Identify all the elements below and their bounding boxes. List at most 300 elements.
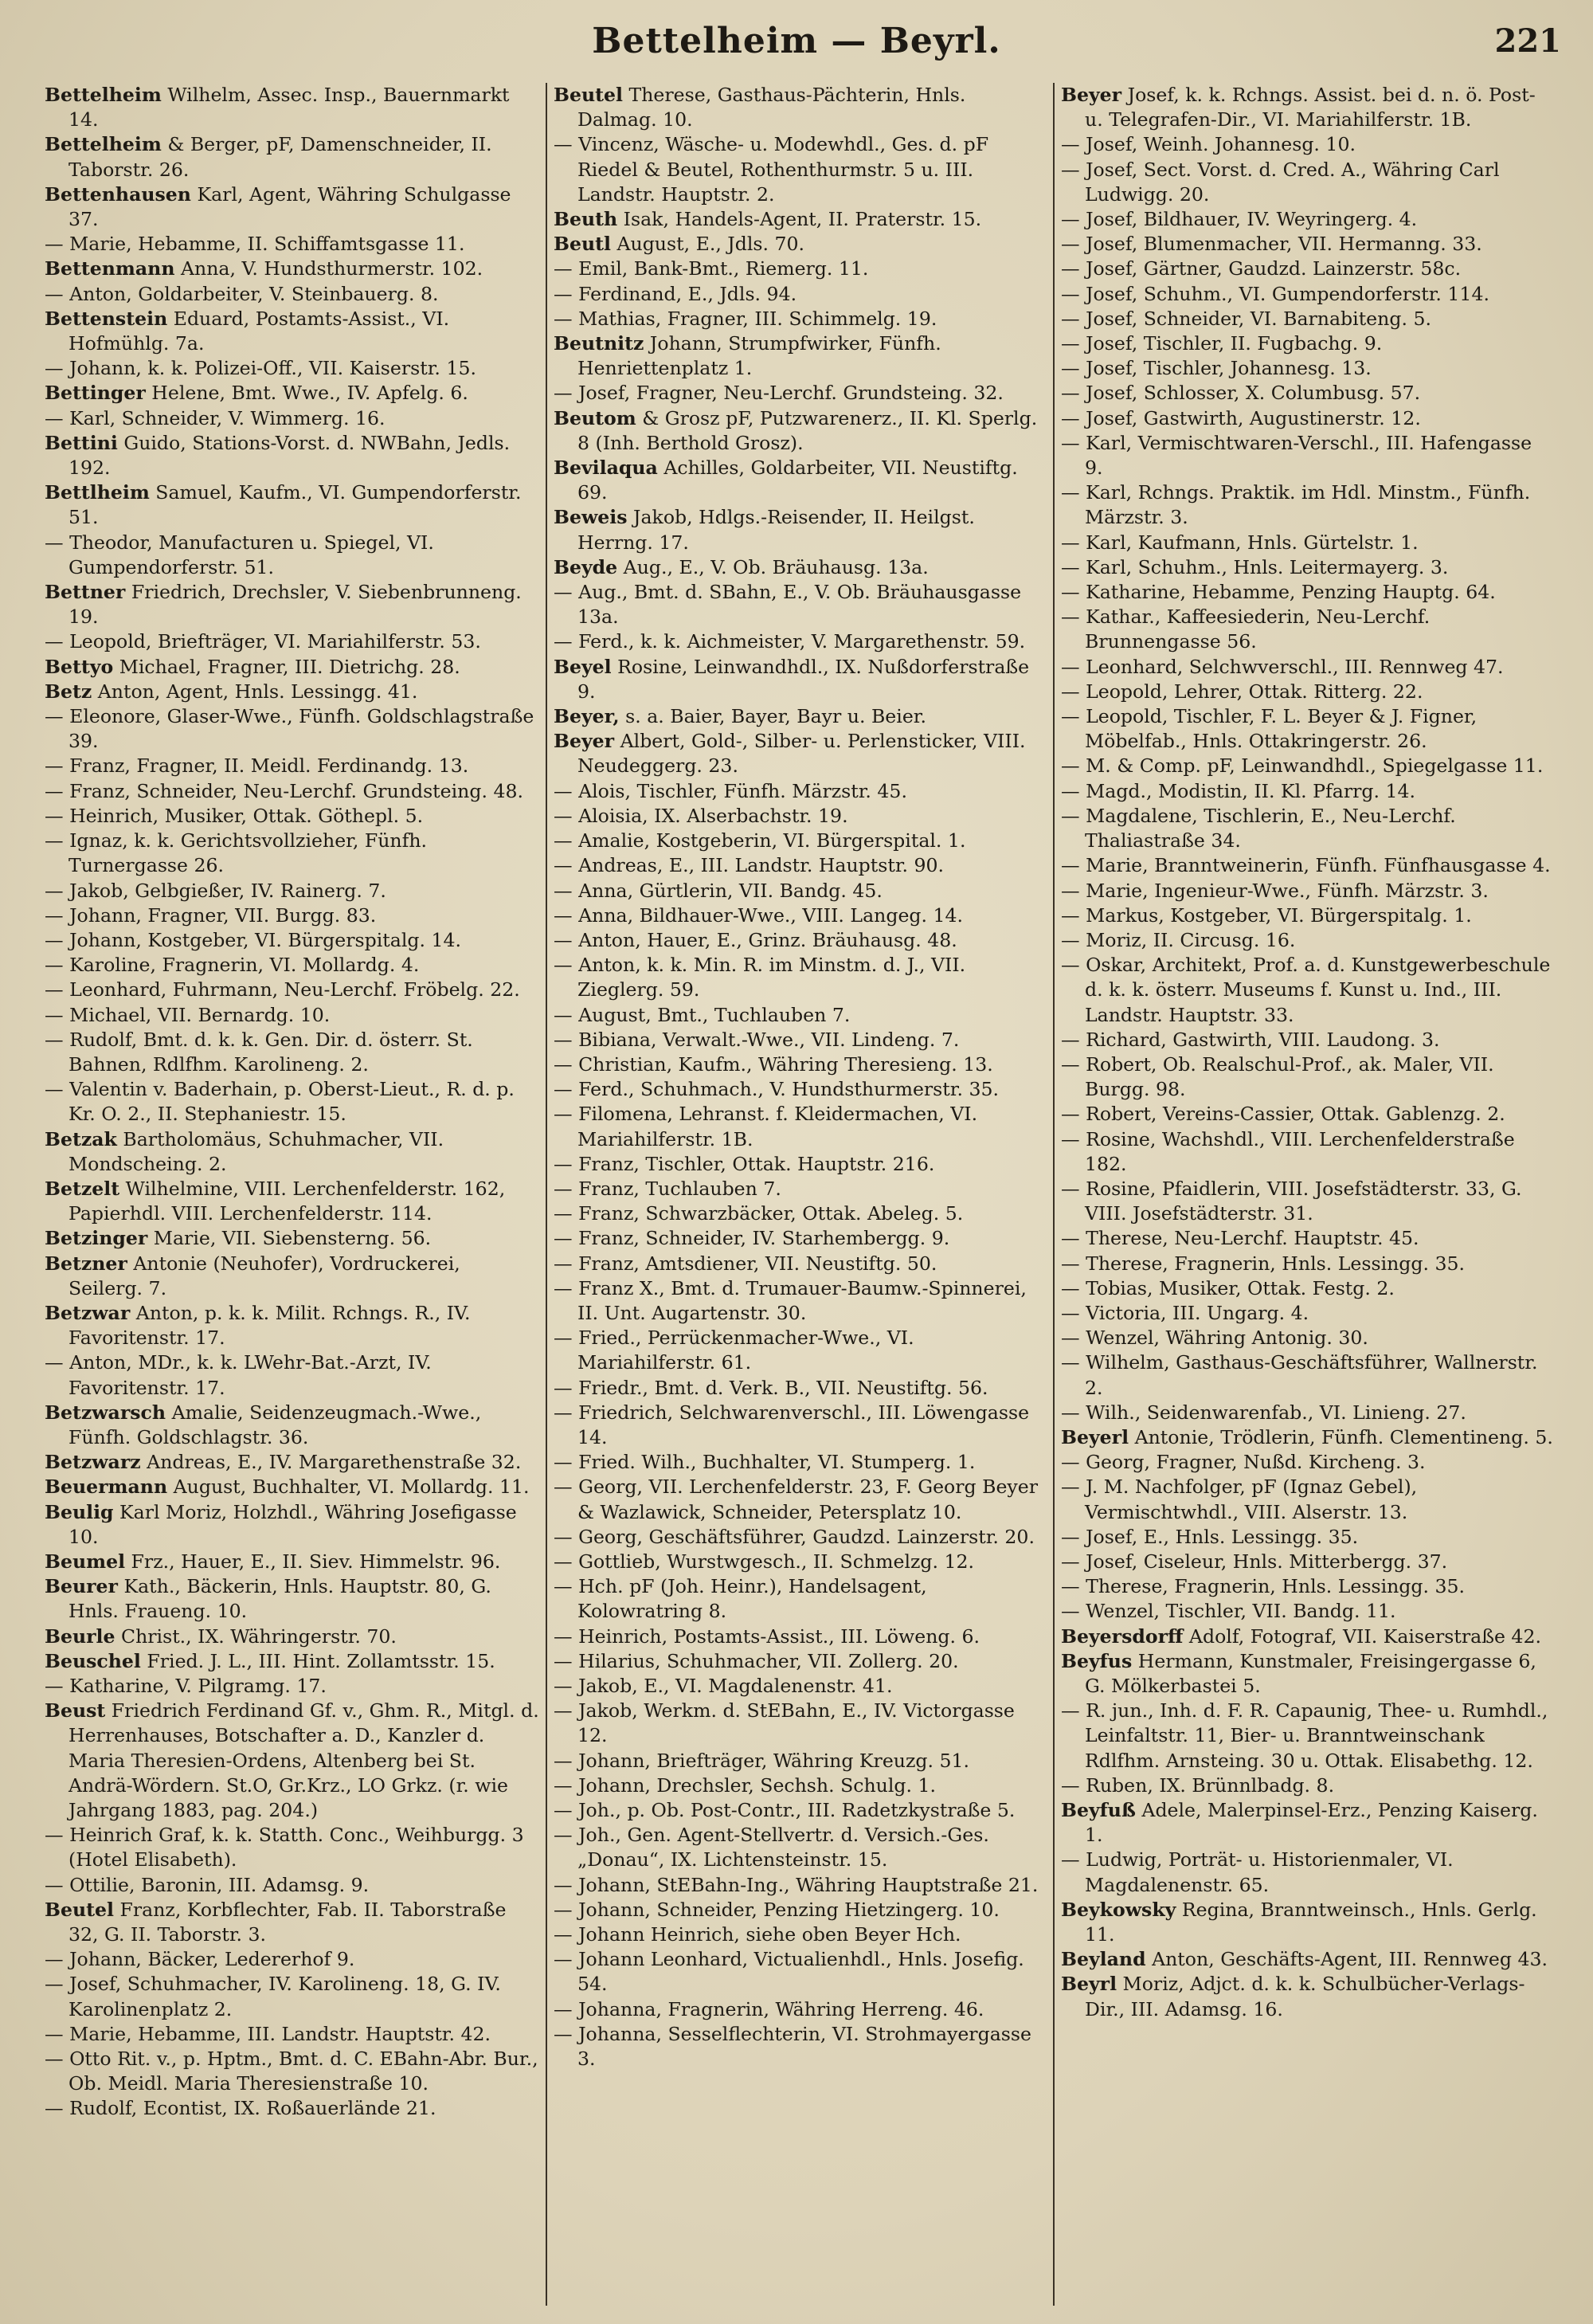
entry-details: — Johann, Schneider, Penzing Hietzingerg. 10. xyxy=(554,1898,1000,1921)
directory-entry xyxy=(554,1152,1047,1177)
entry-details: — Franz, Tuchlauben 7. xyxy=(554,1177,781,1200)
entry-details: Guido, Stations-Vorst. d. NWBahn, Jedls. 192. xyxy=(68,431,511,480)
entry-details: — Franz X., Bmt. d. Trumauer-Baumw.-Spinnerei, II. Unt. Augartenstr. 30. xyxy=(554,1276,1027,1324)
entry-details: Albert, Gold-, Silber- u. Perlensticker, VIII. Neudeggerg. 23. xyxy=(577,730,1026,778)
directory-entry xyxy=(45,829,539,878)
directory-entry xyxy=(554,1003,1047,1028)
directory-entry xyxy=(554,1873,1047,1898)
entry-details: — Christian, Kaufm., Währing Theresieng. 13. xyxy=(554,1052,993,1076)
entry-details: — Leopold, Lehrer, Ottak. Ritterg. 22. xyxy=(1061,680,1423,703)
entry-details: — Karl, Rchngs. Praktik. im Hdl. Minstm., Fünfh. Märzstr. 3. xyxy=(1061,481,1531,529)
entry-details: — Josef, Tischler, Johannesg. 13. xyxy=(1061,357,1372,380)
directory-entry xyxy=(554,655,1047,704)
directory-entry xyxy=(1061,1574,1554,1599)
directory-entry xyxy=(554,1823,1047,1872)
entry-details: August, E., Jdls. 70. xyxy=(610,233,805,256)
directory-entry xyxy=(45,431,539,480)
entry-surname: Bettenhausen xyxy=(45,182,191,206)
directory-entry xyxy=(45,257,539,281)
directory-entry xyxy=(1061,555,1554,580)
entry-details: — Rudolf, Econtist, IX. Roßauerlände 21. xyxy=(45,2097,436,2120)
directory-entry xyxy=(554,928,1047,953)
entry-details: Frz., Hauer, E., II. Siev. Himmelstr. 96. xyxy=(125,1550,501,1573)
entry-surname: Beyerl xyxy=(1061,1425,1129,1448)
directory-entry xyxy=(1061,381,1554,406)
entry-surname: Beyland xyxy=(1061,1948,1146,1971)
directory-entry xyxy=(1061,1525,1554,1550)
entry-details: Jakob, Hdlgs.-Reisender, II. Heilgst. Herrng. 17. xyxy=(577,506,975,554)
entry-surname: Beyfuß xyxy=(1061,1799,1136,1822)
directory-entry xyxy=(45,1972,539,2021)
directory-entry xyxy=(554,1798,1047,1823)
directory-entry xyxy=(1061,1276,1554,1301)
directory-entry xyxy=(554,1326,1047,1375)
directory-entry xyxy=(45,356,539,381)
directory-entry xyxy=(1061,680,1554,704)
entry-surname: Beulig xyxy=(45,1500,114,1523)
directory-entry xyxy=(554,1947,1047,1997)
entry-details: Therese, Gasthaus-Pächterin, Hnls. Dalmag. 10. xyxy=(577,84,966,131)
entry-details: — Friedr., Bmt. d. Verk. B., VII. Neustiftg. 56. xyxy=(554,1376,988,1399)
entry-details: & Berger, pF, Damenschneider, II. Taborstr. 26. xyxy=(68,133,492,181)
directory-entry xyxy=(1061,1898,1554,1947)
entry-details: — Johann, Fragner, VII. Burgg. 83. xyxy=(45,903,377,927)
directory-entry xyxy=(554,1624,1047,1649)
directory-entry xyxy=(554,1276,1047,1326)
entry-details: — Magd., Modistin, II. Kl. Pfarrg. 14. xyxy=(1061,779,1416,802)
entry-surname: Beutom xyxy=(554,406,636,429)
directory-entry xyxy=(45,83,539,132)
directory-entry xyxy=(45,704,539,754)
entry-surname: Bettyo xyxy=(45,655,114,678)
running-head: Bettelheim — Beyrl. xyxy=(592,21,1001,61)
directory-entry xyxy=(554,1226,1047,1251)
entry-details: — Jakob, Werkm. d. StEBahn, E., IV. Victorgasse 12. xyxy=(554,1699,1015,1747)
entry-details: — Valentin v. Baderhain, p. Oberst-Lieut., R. d. p. Kr. O. 2., II. Stephaniestr. 15. xyxy=(45,1078,515,1126)
directory-entry xyxy=(1061,1127,1554,1177)
entry-details: — Tobias, Musiker, Ottak. Festg. 2. xyxy=(1061,1276,1395,1299)
entry-details: — Anton, Goldarbeiter, V. Steinbauerg. 8. xyxy=(45,282,439,305)
entry-details: Hermann, Kunstmaler, Freisingergasse 6, G. Mölkerbastei 5. xyxy=(1085,1649,1536,1697)
directory-entry xyxy=(45,1401,539,1450)
entry-details: — Johann Heinrich, siehe oben Beyer Hch. xyxy=(554,1923,961,1946)
directory-entry xyxy=(45,1003,539,1028)
entry-details: Antonie, Trödlerin, Fünfh. Clementineng. 5. xyxy=(1129,1425,1553,1448)
directory-entry xyxy=(554,580,1047,629)
directory-entry xyxy=(45,531,539,580)
entry-details: — Georg, VII. Lerchenfelderstr. 23, F. Georg Beyer & Wazlawick, Schneider, Petersplatz 10. xyxy=(554,1476,1038,1523)
entry-details: — Johann Leonhard, Victualienhdl., Hnls. Josefig. 54. xyxy=(554,1948,1024,1996)
directory-entry xyxy=(554,1699,1047,1748)
directory-entry xyxy=(45,804,539,829)
entry-details: — Franz, Amtsdiener, VII. Neustiftg. 50. xyxy=(554,1252,937,1275)
directory-entry xyxy=(1061,257,1554,281)
entry-details: Eduard, Postamts-Assist., VI. Hofmühlg. 7a. xyxy=(68,307,450,355)
directory-entry xyxy=(554,257,1047,281)
entry-details: Adele, Malerpinsel-Erz., Penzing Kaiserg. 1. xyxy=(1085,1799,1538,1847)
entry-details: — Theodor, Manufacturen u. Spiegel, VI. Gumpendorferstr. 51. xyxy=(45,531,434,578)
entry-surname: Beust xyxy=(45,1699,106,1722)
entry-details: — Karoline, Fragnerin, VI. Mollardg. 4. xyxy=(45,954,420,977)
entry-details: — Jakob, E., VI. Magdalenenstr. 41. xyxy=(554,1675,893,1697)
directory-entry xyxy=(1061,704,1554,754)
directory-entry xyxy=(1061,232,1554,257)
entry-details: — Johann, Drechsler, Sechsh. Schulg. 1. xyxy=(554,1773,937,1797)
entry-details: — Franz, Fragner, II. Meidl. Ferdinandg. 13. xyxy=(45,754,469,778)
entry-details: — Heinrich, Postamts-Assist., III. Löweng. 6. xyxy=(554,1624,980,1648)
entry-surname: Beurer xyxy=(45,1575,118,1598)
entry-details: — Marie, Ingenieur-Wwe., Fünfh. Märzstr. 3. xyxy=(1061,879,1489,902)
entry-surname: Beyde xyxy=(554,555,618,578)
entry-surname: Betzinger xyxy=(45,1227,148,1250)
entry-details: — Josef, Schneider, VI. Barnabiteng. 5. xyxy=(1061,307,1431,330)
entry-details: Anton, Agent, Hnls. Lessingg. 41. xyxy=(92,680,418,703)
directory-entry xyxy=(45,2096,539,2121)
entry-details: Antonie (Neuhofer), Vordruckerei, Seilerg. 7. xyxy=(68,1252,460,1299)
entry-details: — Katharine, Hebamme, Penzing Hauptg. 64. xyxy=(1061,581,1496,604)
directory-entry xyxy=(1061,1301,1554,1326)
entry-surname: Bettner xyxy=(45,581,126,604)
directory-entry xyxy=(45,1252,539,1301)
entry-details: — Josef, Schuhmacher, IV. Karolineng. 18, G. IV. Karolinenplatz 2. xyxy=(45,1973,501,2020)
entry-details: Aug., E., V. Ob. Bräuhausg. 13a. xyxy=(617,555,929,578)
directory-entry xyxy=(554,629,1047,654)
directory-entry xyxy=(554,381,1047,406)
entry-details: — Ferdinand, E., Jdls. 94. xyxy=(554,282,797,305)
entry-surname: Beyfus xyxy=(1061,1649,1133,1672)
directory-entry xyxy=(1061,132,1554,157)
entry-details: — Leonhard, Selchwverschl., III. Rennweg 47. xyxy=(1061,655,1504,678)
directory-entry xyxy=(1061,779,1554,804)
entry-details: Rosine, Leinwandhdl., IX. Nußdorferstraße 9. xyxy=(577,655,1030,703)
entry-details: Friedrich, Drechsler, V. Siebenbrunneng. 19. xyxy=(68,581,522,629)
directory-entry xyxy=(1061,1102,1554,1127)
directory-entry xyxy=(1061,431,1554,480)
directory-entry xyxy=(45,307,539,356)
entry-details: — Josef, Ciseleur, Hnls. Mitterbergg. 37. xyxy=(1061,1550,1448,1573)
entry-details: Achilles, Goldarbeiter, VII. Neustiftg. 69. xyxy=(577,457,1018,504)
entry-details: — Leopold, Briefträger, VI. Mariahilferstr. 53. xyxy=(45,630,481,653)
directory-entry xyxy=(45,779,539,804)
directory-entry xyxy=(554,307,1047,331)
entry-details: — Magdalene, Tischlerin, E., Neu-Lerchf. Thaliastraße 34. xyxy=(1061,804,1456,852)
directory-entry xyxy=(554,1077,1047,1102)
directory-entry xyxy=(1061,879,1554,903)
directory-entry xyxy=(45,680,539,704)
entry-details: — Ottilie, Baronin, III. Adamsg. 9. xyxy=(45,1873,370,1896)
entry-details: — Wenzel, Währing Antonig. 30. xyxy=(1061,1327,1368,1350)
entry-details: — Josef, Schlosser, X. Columbusg. 57. xyxy=(1061,382,1421,405)
entry-surname: Betzwar xyxy=(45,1301,131,1324)
entry-details: — Ferd., Schuhmach., V. Hundsthurmerstr. 35. xyxy=(554,1078,999,1101)
directory-entry xyxy=(45,1077,539,1127)
directory-entry xyxy=(45,2047,539,2096)
entry-details: — Georg, Fragner, Nußd. Kircheng. 3. xyxy=(1061,1451,1426,1474)
entry-surname: Bettenstein xyxy=(45,307,168,330)
directory-entry xyxy=(45,1550,539,1574)
directory-entry xyxy=(554,406,1047,456)
directory-entry xyxy=(45,655,539,680)
directory-entry xyxy=(554,282,1047,307)
entry-surname: Beuth xyxy=(554,208,618,231)
directory-entry xyxy=(45,1127,539,1177)
entry-details: — Oskar, Architekt, Prof. a. d. Kunstgewerbeschule d. k. k. österr. Museums f. Kunst u. Ind., III. Landstr. Hauptstr. 33. xyxy=(1061,954,1551,1026)
entry-details: — Anton, MDr., k. k. LWehr-Bat.-Arzt, IV. Favoritenstr. 17. xyxy=(45,1351,432,1399)
entry-surname: Bettelheim xyxy=(45,133,162,156)
directory-entry xyxy=(1061,1028,1554,1052)
directory-entry xyxy=(1061,406,1554,431)
directory-entry xyxy=(1061,1226,1554,1251)
directory-entry xyxy=(554,1997,1047,2022)
entry-details: — Eleonore, Glaser-Wwe., Fünfh. Goldschlagstraße 39. xyxy=(45,705,534,753)
directory-entry xyxy=(554,207,1047,232)
directory-entry xyxy=(1061,1326,1554,1350)
directory-entry xyxy=(45,1574,539,1624)
directory-entry xyxy=(1061,1252,1554,1276)
entry-details: Fried. J. L., III. Hint. Zollamtsstr. 15. xyxy=(140,1649,495,1672)
directory-entry xyxy=(45,132,539,182)
entry-details: — Franz, Tischler, Ottak. Hauptstr. 216. xyxy=(554,1152,935,1175)
entry-details: Regina, Branntweinsch., Hnls. Gerlg. 11. xyxy=(1085,1898,1537,1946)
entry-details: — Marie, Branntweinerin, Fünfh. Fünfhausgasse 4. xyxy=(1061,854,1551,877)
entry-details: — Franz, Schwarzbäcker, Ottak. Abeleg. 5. xyxy=(554,1202,964,1225)
entry-details: — Kathar., Kaffeesiederin, Neu-Lerchf. Brunnengasse 56. xyxy=(1061,605,1431,653)
entry-details: Marie, VII. Siebensterng. 56. xyxy=(147,1227,432,1250)
directory-entry xyxy=(1061,1177,1554,1226)
entry-details: — Josef, Sect. Vorst. d. Cred. A., Währing Carl Ludwigg. 20. xyxy=(1061,158,1500,206)
entry-details: — J. M. Nachfolger, pF (Ignaz Gebel), Vermischtwhdl., VIII. Alserstr. 13. xyxy=(1061,1476,1418,1523)
entry-details: — Robert, Vereins-Cassier, Ottak. Gablenzg. 2. xyxy=(1061,1103,1505,1126)
directory-entry xyxy=(45,1475,539,1499)
entry-details: — Josef, Schuhm., VI. Gumpendorferstr. 114. xyxy=(1061,282,1489,305)
entry-details: — Friedrich, Selchwarenverschl., III. Löwengasse 14. xyxy=(554,1401,1030,1448)
directory-entry xyxy=(554,804,1047,829)
entry-details: — Johanna, Fragnerin, Währing Herreng. 46. xyxy=(554,1997,984,2020)
directory-entry xyxy=(554,1177,1047,1201)
entry-details: Kath., Bäckerin, Hnls. Hauptstr. 80, G. Hnls. Fraueng. 10. xyxy=(68,1575,491,1623)
entry-surname: Betzwarsch xyxy=(45,1401,166,1424)
entry-details: — Rosine, Wachshdl., VIII. Lerchenfelderstraße 182. xyxy=(1061,1127,1515,1175)
entry-details: — M. & Comp. pF, Leinwandhdl., Spiegelgasse 11. xyxy=(1061,754,1544,778)
entry-details: — Johanna, Sesselflechterin, VI. Strohmayergasse 3. xyxy=(554,2022,1031,2071)
entry-details: — Marie, Hebamme, III. Landstr. Hauptstr. 42. xyxy=(45,2022,491,2045)
directory-entry xyxy=(45,1873,539,1898)
entry-details: Adolf, Fotograf, VII. Kaiserstraße 42. xyxy=(1183,1624,1541,1648)
entry-details: — Leopold, Tischler, F. L. Beyer & J. Figner, Möbelfab., Hnls. Ottakringerstr. 26. xyxy=(1061,705,1478,753)
directory-entry xyxy=(1061,1475,1554,1524)
entry-details: — Jakob, Gelbgießer, IV. Rainerg. 7. xyxy=(45,879,386,902)
directory-entry xyxy=(45,232,539,257)
directory-entry xyxy=(1061,1599,1554,1624)
directory-entry xyxy=(45,629,539,654)
entry-details: — Hilarius, Schuhmacher, VII. Zollerg. 20. xyxy=(554,1649,959,1672)
entry-details: Amalie, Seidenzeugmach.-Wwe., Fünfh. Goldschlagstr. 36. xyxy=(68,1401,482,1448)
entry-details: Karl Moriz, Holzhdl., Währing Josefigasse 10. xyxy=(68,1500,517,1548)
directory-entry xyxy=(554,331,1047,381)
directory-entry xyxy=(1061,158,1554,207)
entry-details: Anton, p. k. k. Milit. Rchngs. R., IV. Favoritenstr. 17. xyxy=(68,1301,471,1350)
entry-surname: Bettenmann xyxy=(45,257,175,280)
entry-details: — Ignaz, k. k. Gerichtsvollzieher, Fünfh. Turnergasse 26. xyxy=(45,829,428,877)
entry-surname: Beutnitz xyxy=(554,332,644,355)
directory-entry xyxy=(45,1028,539,1077)
directory-entry xyxy=(45,1624,539,1649)
directory-entry xyxy=(554,1450,1047,1475)
entry-details: — Karl, Kaufmann, Hnls. Gürtelstr. 1. xyxy=(1061,531,1419,554)
entry-surname: Beumel xyxy=(45,1550,126,1573)
entry-details: — R. jun., Inh. d. F. R. Capaunig, Thee- u. Rumhdl., Leinfaltstr. 11, Bier- u. Branntweinschank Rdlfhm. Arnsteing. 30 u. Ottak. Elisabethg. 12. xyxy=(1061,1699,1548,1772)
entry-surname: Beyer xyxy=(554,730,615,753)
entry-details: — Therese, Fragnerin, Hnls. Lessingg. 35. xyxy=(1061,1575,1466,1598)
entry-details: Michael, Fragner, III. Dietrichg. 28. xyxy=(113,655,460,678)
directory-entry xyxy=(45,580,539,629)
entry-details: — Josef, Blumenmacher, VII. Hermanng. 33. xyxy=(1061,233,1482,256)
entry-details: Karl, Agent, Währing Schulgasse 37. xyxy=(68,182,511,231)
entry-details: — Katharine, V. Pilgramg. 17. xyxy=(45,1675,327,1697)
entry-surname: Beyer, xyxy=(554,705,620,728)
directory-columns xyxy=(38,83,1561,2306)
entry-surname: Beuermann xyxy=(45,1476,168,1499)
entry-surname: Beutl xyxy=(554,233,611,256)
directory-entry xyxy=(1061,754,1554,778)
entry-details: & Grosz pF, Putzwarenerz., II. Kl. Sperlg. 8 (Inh. Berthold Grosz). xyxy=(577,406,1038,454)
entry-details: — Marie, Hebamme, II. Schiffamtsgasse 11. xyxy=(45,233,465,256)
directory-entry xyxy=(45,953,539,978)
entry-details: Christ., IX. Währingerstr. 70. xyxy=(115,1624,397,1648)
directory-entry xyxy=(45,2022,539,2047)
entry-details: — Therese, Fragnerin, Hnls. Lessingg. 35. xyxy=(1061,1252,1466,1275)
entry-details: — Wilhelm, Gasthaus-Geschäftsführer, Wallnerstr. 2. xyxy=(1061,1351,1538,1399)
directory-entry xyxy=(1061,1425,1554,1450)
entry-surname: Beykowsky xyxy=(1061,1898,1176,1921)
entry-surname: Beweis xyxy=(554,506,628,529)
directory-entry xyxy=(45,978,539,1002)
entry-details: — Rudolf, Bmt. d. k. k. Gen. Dir. d. österr. St. Bahnen, Rdlfhm. Karolineng. 2. xyxy=(45,1028,473,1076)
entry-details: — Johann, Kostgeber, VI. Bürgerspitalg. 14. xyxy=(45,928,462,951)
directory-entry xyxy=(1061,804,1554,853)
directory-entry xyxy=(1061,1350,1554,1400)
entry-details: — Georg, Geschäftsführer, Gaudzd. Lainzerstr. 20. xyxy=(554,1525,1035,1548)
entry-surname: Betzwarz xyxy=(45,1451,141,1474)
entry-details: — Moriz, II. Circusg. 16. xyxy=(1061,928,1296,951)
directory-entry xyxy=(1061,903,1554,928)
entry-details: — Karl, Schuhm., Hnls. Leitermayerg. 3. xyxy=(1061,555,1449,578)
directory-entry xyxy=(554,729,1047,778)
directory-entry xyxy=(554,1376,1047,1401)
directory-entry xyxy=(1061,1649,1554,1699)
entry-details: — Alois, Tischler, Fünfh. Märzstr. 45. xyxy=(554,779,907,802)
directory-entry xyxy=(1061,605,1554,654)
entry-details: — Josef, Gastwirth, Augustinerstr. 12. xyxy=(1061,406,1421,429)
entry-details: — August, Bmt., Tuchlauben 7. xyxy=(554,1003,851,1026)
entry-surname: Bettelheim xyxy=(45,84,162,106)
directory-entry xyxy=(1061,928,1554,953)
entry-surname: Betz xyxy=(45,680,92,703)
directory-entry xyxy=(554,456,1047,505)
directory-entry xyxy=(554,704,1047,729)
directory-entry xyxy=(1061,1052,1554,1102)
directory-entry xyxy=(554,2022,1047,2071)
directory-entry xyxy=(45,406,539,431)
directory-entry xyxy=(554,555,1047,580)
column-middle xyxy=(546,83,1053,2306)
directory-entry xyxy=(1061,1401,1554,1425)
entry-details: Anna, V. Hundsthurmerstr. 102. xyxy=(174,257,483,280)
entry-details: — Joh., p. Ob. Post-Contr., III. Radetzkystraße 5. xyxy=(554,1799,1016,1822)
directory-entry xyxy=(1061,580,1554,605)
entry-details: — Josef, Tischler, II. Fugbachg. 9. xyxy=(1061,332,1383,355)
entry-details: Moriz, Adjct. d. k. k. Schulbücher-Verlags-Dir., III. Adamsg. 16. xyxy=(1085,1973,1525,2020)
directory-entry xyxy=(1061,1947,1554,1972)
entry-details: — Leonhard, Fuhrmann, Neu-Lerchf. Fröbelg. 22. xyxy=(45,978,520,1001)
entry-surname: Betzner xyxy=(45,1252,127,1275)
entry-details: — Hch. pF (Joh. Heinr.), Handelsagent, Kolowratring 8. xyxy=(554,1575,927,1623)
entry-surname: Beyel xyxy=(554,655,612,678)
entry-surname: Bettinger xyxy=(45,382,146,405)
entry-details: Samuel, Kaufm., VI. Gumpendorferstr. 51. xyxy=(68,481,522,529)
directory-entry xyxy=(554,829,1047,853)
entry-details: — Vincenz, Wäsche- u. Modewhdl., Ges. d. pF Riedel & Beutel, Rothenthurmstr. 5 u. III. Landstr. Hauptstr. 2. xyxy=(554,133,989,206)
entry-details: Isak, Handels-Agent, II. Praterstr. 15. xyxy=(617,208,982,231)
entry-surname: Beyrl xyxy=(1061,1973,1117,1996)
directory-entry xyxy=(554,1052,1047,1077)
entry-details: — Heinrich, Musiker, Ottak. Göthepl. 5. xyxy=(45,804,424,827)
entry-details: — Josef, Weinh. Johannesg. 10. xyxy=(1061,133,1356,156)
directory-entry xyxy=(45,928,539,953)
entry-surname: Beuschel xyxy=(45,1649,141,1672)
entry-surname: Beyer xyxy=(1061,84,1122,106)
directory-entry xyxy=(45,480,539,530)
entry-surname: Bevilaqua xyxy=(554,457,658,480)
entry-details: — Victoria, III. Ungarg. 4. xyxy=(1061,1301,1309,1324)
page-number: 221 xyxy=(1494,22,1561,60)
directory-entry xyxy=(45,1823,539,1872)
entry-details: — Otto Rit. v., p. Hptm., Bmt. d. C. EBahn-Abr. Bur., Ob. Meidl. Maria Theresienstraße 10. xyxy=(45,2048,538,2095)
entry-details: — Andreas, E., III. Landstr. Hauptstr. 90. xyxy=(554,854,945,877)
entry-details: Josef, k. k. Rchngs. Assist. bei d. n. ö. Post- u. Telegrafen-Dir., VI. Mariahilferstr. 1B. xyxy=(1085,84,1536,131)
directory-entry xyxy=(554,1550,1047,1574)
entry-details: — Aug., Bmt. d. SBahn, E., V. Ob. Bräuhausgasse 13a. xyxy=(554,581,1022,629)
directory-entry xyxy=(45,1674,539,1699)
column-left xyxy=(38,83,546,2306)
directory-entry xyxy=(1061,307,1554,331)
directory-entry xyxy=(45,1699,539,1823)
directory-entry xyxy=(45,1947,539,1972)
directory-entry xyxy=(554,1898,1047,1922)
entry-details: — Rosine, Pfaidlerin, VIII. Josefstädterstr. 33, G. VIII. Josefstädterstr. 31. xyxy=(1061,1177,1522,1225)
directory-entry xyxy=(554,132,1047,207)
entry-details: — Wenzel, Tischler, VII. Bandg. 11. xyxy=(1061,1600,1396,1623)
entry-details: — Bibiana, Verwalt.-Wwe., VII. Lindeng. 7. xyxy=(554,1028,960,1051)
directory-entry xyxy=(554,505,1047,555)
directory-entry xyxy=(45,1301,539,1350)
directory-entry xyxy=(554,903,1047,928)
directory-entry xyxy=(45,282,539,307)
entry-details: — Fried. Wilh., Buchhalter, VI. Stumperg. 1. xyxy=(554,1451,976,1474)
entry-details: — Ruben, IX. Brünnlbadg. 8. xyxy=(1061,1773,1335,1797)
entry-details: — Amalie, Kostgeberin, VI. Bürgerspital. 1. xyxy=(554,829,966,852)
entry-surname: Betzelt xyxy=(45,1177,120,1200)
directory-entry xyxy=(45,1649,539,1674)
directory-entry xyxy=(1061,1798,1554,1848)
directory-entry xyxy=(45,879,539,903)
directory-entry xyxy=(45,381,539,406)
entry-details: s. a. Baier, Bayer, Bayr u. Beier. xyxy=(619,705,926,728)
entry-details: Andreas, E., IV. Margarethenstraße 32. xyxy=(140,1451,522,1474)
entry-details: — Gottlieb, Wurstwgesch., II. Schmelzg. 12. xyxy=(554,1550,975,1573)
entry-surname: Beutel xyxy=(45,1898,114,1921)
entry-details: — Josef, Fragner, Neu-Lerchf. Grundsteing. 32. xyxy=(554,382,1004,405)
